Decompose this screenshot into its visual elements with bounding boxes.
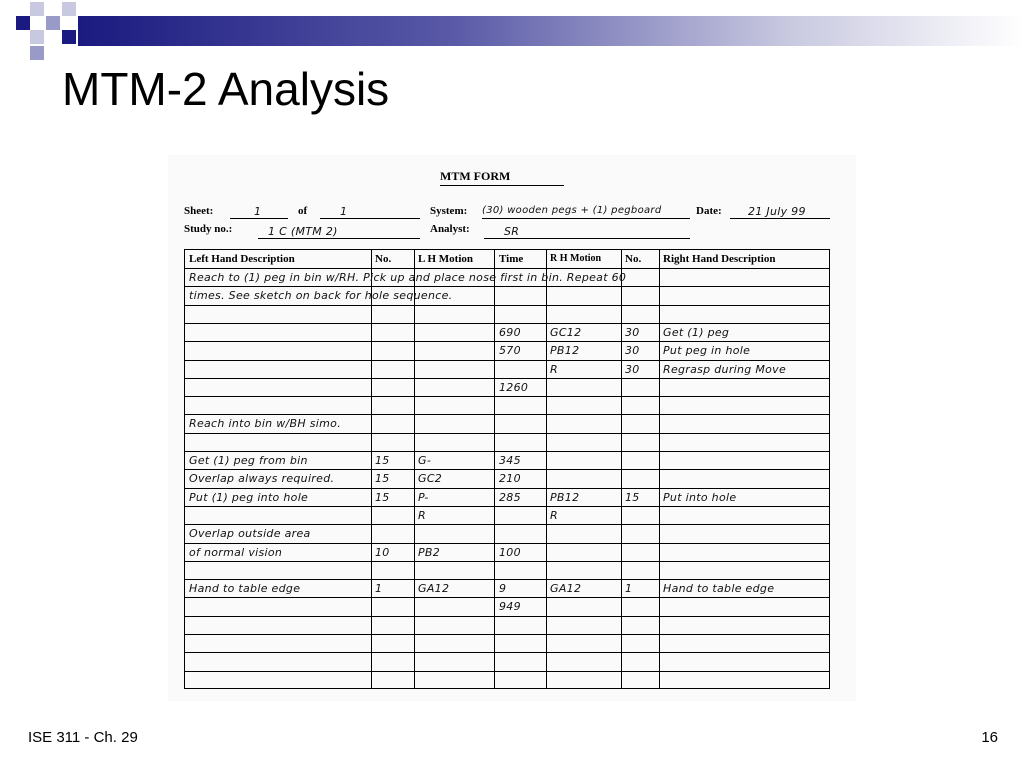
row-divider <box>185 671 829 672</box>
table-cell: 10 <box>375 545 390 559</box>
study-no-value: 1 C (MTM 2) <box>268 225 338 238</box>
corner-decoration-square <box>62 30 76 44</box>
row-divider <box>185 360 829 361</box>
row-divider <box>185 451 829 452</box>
row-divider <box>185 341 829 342</box>
analyst-value: SR <box>504 225 520 238</box>
table-cell: 210 <box>499 472 521 486</box>
table-cell: Hand to table edge <box>663 582 775 596</box>
row-divider <box>185 323 829 324</box>
table-cell: Hand to table edge <box>189 582 301 596</box>
column-header: L H Motion <box>418 253 474 265</box>
date-underline <box>730 218 830 219</box>
form-heading-underline <box>440 185 564 186</box>
of-label: of <box>298 205 308 217</box>
analyst-label: Analyst: <box>430 223 470 235</box>
row-divider <box>185 652 829 653</box>
table-cell: Put (1) peg into hole <box>189 490 309 504</box>
corner-decoration-square <box>62 2 76 16</box>
table-cell: PB12 <box>550 344 580 358</box>
table-cell: Put into hole <box>663 490 737 504</box>
row-divider <box>185 616 829 617</box>
table-cell: times. See sketch on back for hole sequence. <box>189 289 453 303</box>
column-header: No. <box>625 253 642 265</box>
row-divider <box>185 378 829 379</box>
table-cell: Overlap outside area <box>189 527 311 541</box>
table-cell: 15 <box>375 454 390 467</box>
sheet-label: Sheet: <box>184 205 214 217</box>
table-cell: R <box>418 508 426 522</box>
row-divider <box>185 396 829 397</box>
table-cell: 1 <box>375 582 383 596</box>
table-cell: G- <box>418 454 432 467</box>
table-cell: 690 <box>499 325 521 339</box>
date-label: Date: <box>696 205 722 217</box>
table-cell: of normal vision <box>189 545 283 559</box>
table-cell: PB2 <box>418 545 441 559</box>
form-heading: MTM FORM <box>440 169 511 183</box>
table-cell: PB12 <box>550 490 580 504</box>
row-divider <box>185 488 829 489</box>
row-divider <box>185 506 829 507</box>
column-header: Left Hand Description <box>189 253 295 265</box>
row-divider <box>185 524 829 525</box>
system-underline <box>482 218 690 219</box>
table-cell: 1260 <box>499 380 529 394</box>
study-no-underline <box>258 238 420 239</box>
row-divider <box>185 469 829 470</box>
table-cell: R <box>550 508 558 522</box>
table-cell: 949 <box>499 600 521 614</box>
row-divider <box>185 634 829 635</box>
corner-decoration-square <box>46 16 60 30</box>
table-cell: Reach into bin w/BH simo. <box>189 417 341 431</box>
title-gradient-bar <box>78 16 1024 46</box>
table-cell: Overlap always required. <box>189 472 335 486</box>
table-cell: Regrasp during Move <box>663 362 787 376</box>
corner-decoration-square <box>16 16 30 30</box>
table-cell: R <box>550 362 558 376</box>
mtm-table <box>184 249 830 689</box>
of-underline <box>320 218 420 219</box>
table-cell: GA12 <box>550 582 582 596</box>
table-cell: 30 <box>625 325 640 339</box>
sheet-value: 1 <box>254 205 262 218</box>
slide-title: MTM-2 Analysis <box>62 63 390 115</box>
row-divider <box>185 286 829 287</box>
table-cell: 9 <box>499 582 507 596</box>
study-no-label: Study no.: <box>184 223 233 235</box>
table-cell: Get (1) peg <box>663 325 730 339</box>
header-row-divider <box>185 268 829 269</box>
system-label: System: <box>430 205 468 217</box>
row-divider <box>185 597 829 598</box>
mtm-form-scan <box>168 155 856 701</box>
table-cell: 15 <box>625 490 640 504</box>
footer-course-label: ISE 311 - Ch. 29 <box>28 729 138 746</box>
table-cell: Reach to (1) peg in bin w/RH. Pick up and place nose first in bin. Repeat 60 <box>189 271 627 284</box>
column-header: R H Motion <box>550 253 602 264</box>
row-divider <box>185 414 829 415</box>
column-header: Right Hand Description <box>663 253 776 265</box>
analyst-underline <box>484 238 690 239</box>
table-cell: Get (1) peg from bin <box>189 454 308 467</box>
table-cell: 285 <box>499 490 521 504</box>
table-cell: GC12 <box>550 325 582 339</box>
page-number: 16 <box>981 729 998 746</box>
row-divider <box>185 561 829 562</box>
row-divider <box>185 305 829 306</box>
row-divider <box>185 543 829 544</box>
table-cell: 15 <box>375 472 390 486</box>
table-cell: 570 <box>499 344 521 358</box>
table-cell: 1 <box>625 582 633 596</box>
table-cell: Put peg in hole <box>663 344 751 358</box>
sheet-underline <box>230 218 288 219</box>
system-value: (30) wooden pegs + (1) pegboard <box>482 205 662 216</box>
table-cell: GA12 <box>418 582 450 596</box>
of-value: 1 <box>340 205 348 218</box>
row-divider <box>185 433 829 434</box>
row-divider <box>185 579 829 580</box>
date-value: 21 July 99 <box>748 205 806 218</box>
table-cell: 15 <box>375 490 390 504</box>
table-cell: 30 <box>625 344 640 358</box>
column-header: Time <box>499 253 524 265</box>
table-cell: 30 <box>625 362 640 376</box>
table-cell: GC2 <box>418 472 443 486</box>
corner-decoration-square <box>30 46 44 60</box>
corner-decoration-square <box>30 30 44 44</box>
table-cell: P- <box>418 490 429 504</box>
table-cell: 100 <box>499 545 521 559</box>
table-cell: 345 <box>499 454 521 467</box>
corner-decoration-square <box>30 2 44 16</box>
column-header: No. <box>375 253 392 265</box>
